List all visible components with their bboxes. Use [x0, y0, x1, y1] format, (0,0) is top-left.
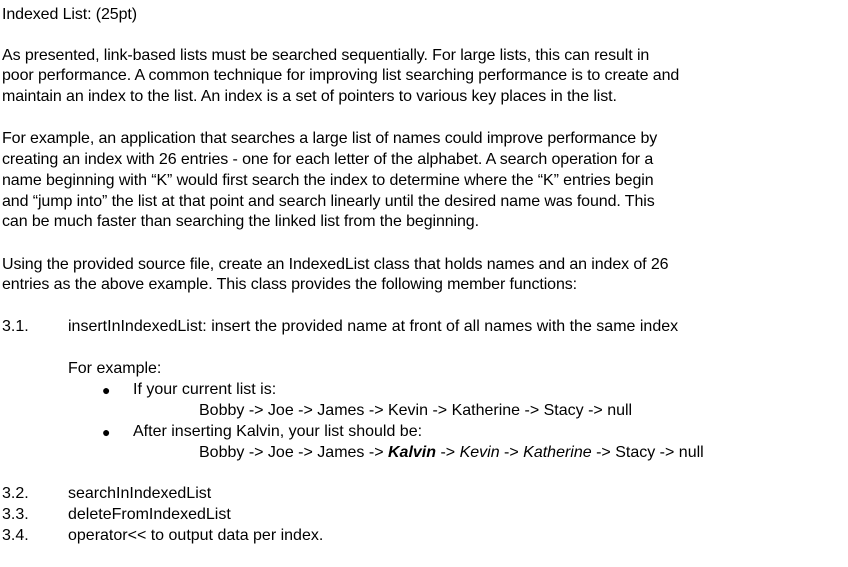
item-text: deleteFromIndexedList [68, 506, 231, 523]
paragraph-3-line-1: Using the provided source file, create an IndexedList class that holds names and an index of 26 [2, 256, 669, 273]
list-after [199, 443, 704, 463]
name-katherine: Katherine [523, 444, 592, 461]
paragraph-1-line-1: As presented, link-based lists must be searched sequentially. For large lists, this can result in [2, 47, 650, 64]
paragraph-2-line-5: can be much faster than searching the linked list from the beginning. [2, 213, 479, 230]
bullet-icon: ● [102, 424, 111, 440]
item-text: insertInIndexedList: insert the provided name at front of all names with the same index [68, 318, 679, 335]
paragraph-1-line-3: maintain an index to the list. An index is a set of pointers to various key places in the list. [2, 88, 617, 105]
item-number: 3.4. [2, 527, 29, 544]
bullet-text: After inserting Kalvin, your list should be: [133, 423, 423, 440]
paragraph-1-line-2: poor performance. A common technique for improving list searching performance is to create and [2, 67, 680, 84]
list-after-separator: -> [499, 444, 524, 461]
bullet-text: If your current list is: [133, 381, 277, 398]
list-after-prefix: Bobby -> Joe -> James -> [199, 444, 388, 461]
item-number: 3.1. [2, 318, 29, 335]
paragraph-2-line-4: and “jump into” the list at that point and search linearly until the desired name was found. This [2, 193, 655, 210]
paragraph-3-line-2: entries as the above example. This class provides the following member functions: [2, 276, 578, 293]
list-after-separator: -> [436, 444, 460, 461]
inserted-name: Kalvin [387, 444, 436, 461]
list-before: Bobby -> Joe -> James -> Kevin -> Katherine -> Stacy -> null [199, 402, 633, 419]
page-title: Indexed List: (25pt) [2, 6, 137, 23]
name-kevin: Kevin [459, 444, 500, 461]
item-text: operator<< to output data per index. [68, 527, 324, 544]
paragraph-2-line-3: name beginning with “K” would first search the index to determine where the “K” entries begin [2, 172, 654, 189]
example-label: For example: [68, 360, 162, 377]
paragraph-2-line-1: For example, an application that searches a large list of names could improve performance by [2, 130, 658, 147]
item-number: 3.3. [2, 506, 29, 523]
item-text: searchInIndexedList [68, 485, 212, 502]
bullet-icon: ● [102, 382, 111, 398]
list-after-suffix: -> Stacy -> null [591, 444, 704, 461]
paragraph-2-line-2: creating an index with 26 entries - one for each letter of the alphabet. A search operation for a [2, 151, 654, 168]
item-number: 3.2. [2, 485, 29, 502]
